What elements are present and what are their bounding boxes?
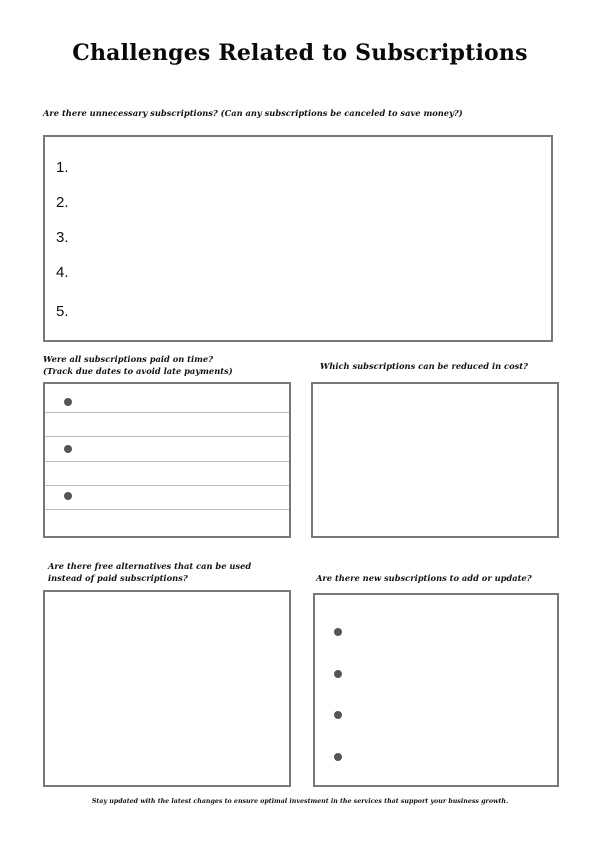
footer-note: Stay updated with the latest changes to ensure optimal investment in the services that support your business growth. <box>91 798 509 805</box>
bullet-icon <box>64 445 72 453</box>
paid-on-time-question-line1: Were all subscriptions paid on time? <box>43 354 214 364</box>
list-number: 1. <box>56 159 69 176</box>
free-alternatives-question-line1: Are there free alternatives that can be used <box>48 561 252 571</box>
page-title: Challenges Related to Subscriptions <box>72 40 528 66</box>
new-subscriptions-box[interactable] <box>313 593 559 787</box>
bullet-icon <box>64 398 72 406</box>
paid-on-time-question-line2: (Track due dates to avoid late payments) <box>43 366 233 376</box>
ruled-line <box>45 436 289 437</box>
bullet-icon <box>334 711 342 719</box>
reduce-cost-box[interactable] <box>311 382 559 538</box>
ruled-line <box>45 461 289 462</box>
free-alternatives-question-line2: instead of paid subscriptions? <box>48 573 188 583</box>
ruled-line <box>45 485 289 486</box>
paid-on-time-box[interactable] <box>43 382 291 538</box>
list-number: 3. <box>56 229 69 246</box>
unnecessary-box[interactable] <box>43 135 553 342</box>
unnecessary-question: Are there unnecessary subscriptions? (Can any subscriptions be canceled to save money?) <box>43 108 463 118</box>
ruled-line <box>45 412 289 413</box>
free-alternatives-box[interactable] <box>43 590 291 787</box>
list-number: 5. <box>56 303 69 320</box>
reduce-cost-question: Which subscriptions can be reduced in cost? <box>320 361 528 371</box>
bullet-icon <box>334 753 342 761</box>
bullet-icon <box>334 628 342 636</box>
bullet-icon <box>334 670 342 678</box>
list-number: 4. <box>56 264 69 281</box>
list-number: 2. <box>56 194 69 211</box>
new-subscriptions-question: Are there new subscriptions to add or update? <box>316 573 532 583</box>
ruled-line <box>45 509 289 510</box>
bullet-icon <box>64 492 72 500</box>
